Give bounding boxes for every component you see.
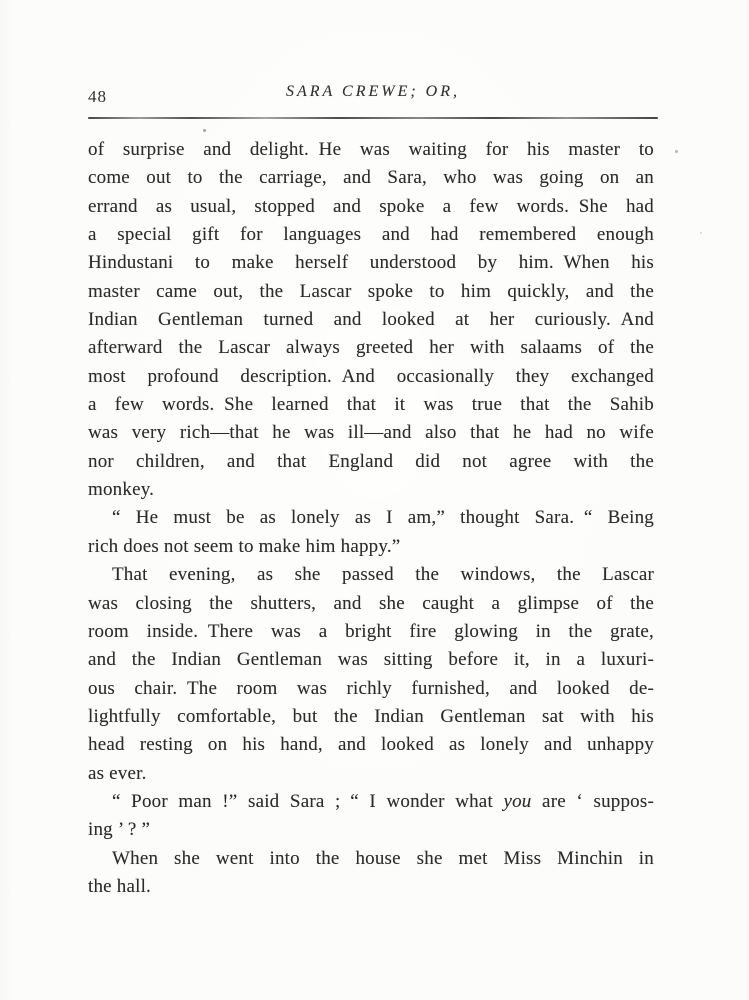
text-line: monkey. <box>88 479 155 501</box>
text-line: as ever. <box>88 762 147 784</box>
text-line: errand as usual, stopped and spoke a few words. She had <box>88 195 654 217</box>
text-line: head resting on his hand, and looked as lonely and unhappy <box>88 734 654 756</box>
text-line: come out to the carriage, and Sara, who was going on an <box>88 167 654 189</box>
text-line: was closing the shutters, and she caught a glimpse of the <box>88 592 654 614</box>
paragraph-1 <box>88 136 654 504</box>
text-line: was very rich—that he was ill—and also that he had no wife <box>88 422 654 444</box>
body-text <box>88 136 654 901</box>
page-number: 48 <box>88 87 107 106</box>
text-line: of surprise and delight. He was waiting for his master to <box>88 139 654 160</box>
header-rule <box>88 117 658 119</box>
text-line: lightfully comfortable, but the Indian Gentleman sat with his <box>88 705 654 727</box>
text-line: a special gift for languages and had remembered enough <box>88 224 654 246</box>
paragraph-4 <box>88 788 654 845</box>
text-line: ous chair. The room was richly furnished, and looked de- <box>88 677 654 699</box>
scan-speck <box>675 150 678 153</box>
text-line: the hall. <box>88 875 152 897</box>
text-line: most profound description. And occasionally they exchanged <box>88 365 654 387</box>
running-header <box>88 83 658 105</box>
emphasized-word: you <box>503 790 532 812</box>
running-header-title: SARA CREWE; OR, <box>285 83 460 100</box>
text-line <box>88 788 654 816</box>
scan-speck <box>203 129 206 132</box>
text-line: nor children, and that England did not agree with the <box>88 450 654 472</box>
text-line: Hindustani to make herself understood by him. When his <box>88 252 654 274</box>
text-line: That evening, as she passed the windows, the Lascar <box>112 564 654 586</box>
paragraph-3 <box>88 561 654 788</box>
text-line: master came out, the Lascar spoke to him quickly, and the <box>88 280 654 302</box>
text-line: Indian Gentleman turned and looked at her curiously. And <box>88 309 654 331</box>
text-line: When she went into the house she met Miss Minchin in <box>112 847 654 869</box>
paragraph-2 <box>88 504 654 561</box>
text-line: room inside. There was a bright fire glowing in the grate, <box>88 620 654 642</box>
text-line: rich does not seem to make him happy.” <box>88 535 401 557</box>
paragraph-5 <box>88 845 654 902</box>
text-line: “ He must be as lonely as I am,” thought Sara. “ Being <box>112 507 654 529</box>
quote-text: are ‘ suppos- <box>531 790 654 812</box>
scan-speck <box>700 232 702 234</box>
text-line: afterward the Lascar always greeted her with salaams of the <box>88 337 654 359</box>
text-line: ing ’ ? ” <box>88 819 151 841</box>
text-line: and the Indian Gentleman was sitting before it, in a luxuri- <box>88 649 654 671</box>
text-line: a few words. She learned that it was true that the Sahib <box>88 394 654 416</box>
quote-text: “ Poor man !” said Sara ; “ I wonder what <box>112 790 504 812</box>
